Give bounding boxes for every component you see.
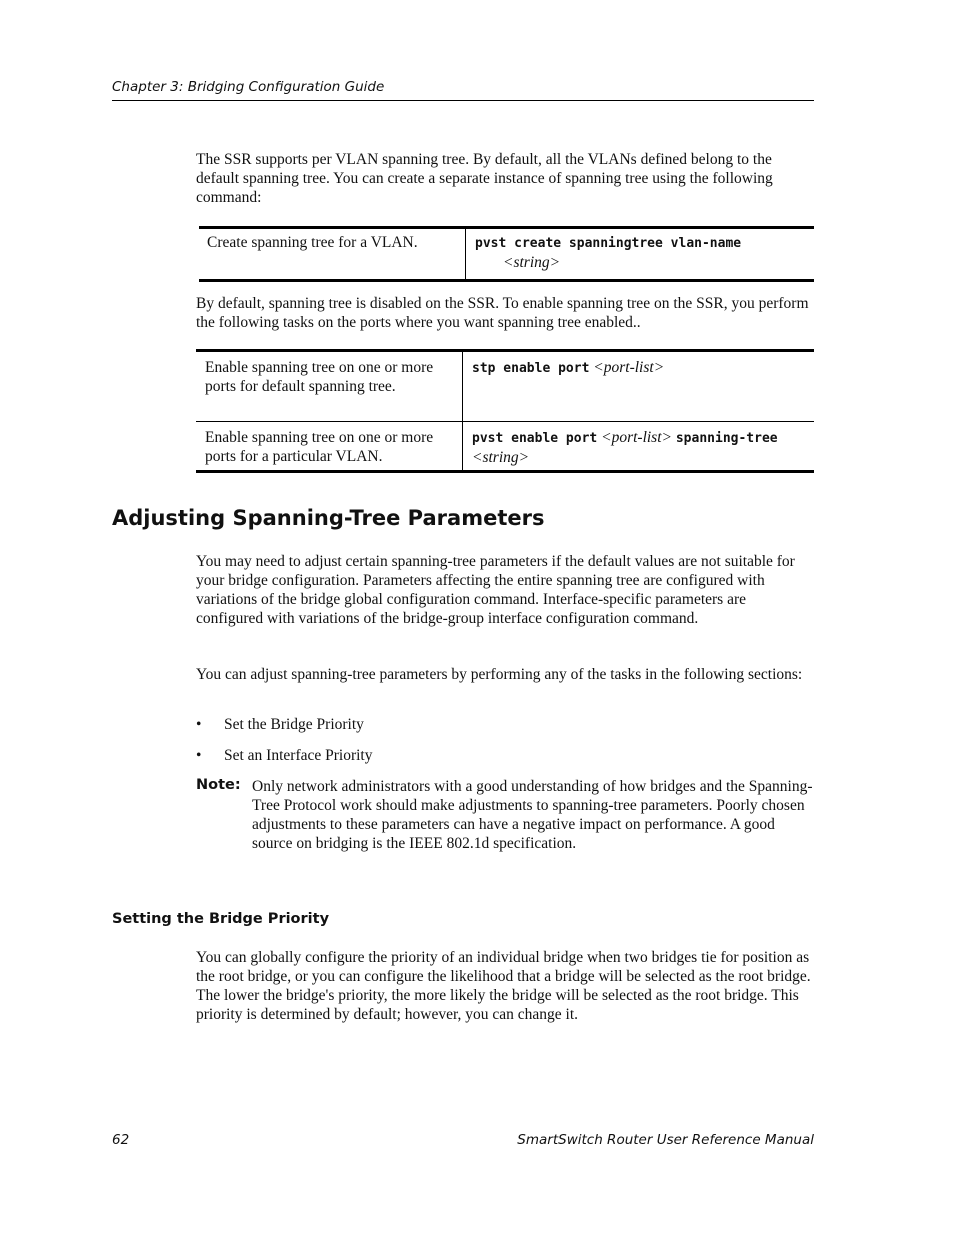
command-argument: <port-list> [601, 429, 672, 446]
subsection-heading: Setting the Bridge Priority [112, 911, 330, 927]
bullet-icon: • [196, 716, 202, 733]
command-table-enable [196, 349, 814, 473]
section-paragraph-2: You can adjust spanning-tree parameters by performing any of the tasks in the following sections: [196, 666, 803, 683]
command-cell [463, 422, 815, 472]
intro-paragraph-2: By default, spanning tree is disabled on the SSR. To enable spanning tree on the SSR, you perform the following tasks on the ports where you want spanning tree enabled.. [196, 295, 809, 331]
list-item-text: Set an Interface Priority [224, 747, 373, 764]
table-row [196, 351, 814, 422]
bullet-icon: • [196, 747, 202, 764]
note-text: Only network administrators with a good understanding of how bridges and the Spanning-Tree Protocol work should make adjustments to spanning-tree parameters. Poorly chosen adjustments to these parameters can have a negative impact on performance. A good source on bridging is the IEEE 802.1d specification. [252, 778, 813, 852]
subsection-paragraph-1: You can globally configure the priority of an individual bridge when two bridges tie for position as the root bridge, or you can configure the likelihood that a bridge will be selected as the root bridge. The lower the bridge's priority, the more likely the bridge will be selected as the root bridge. This priority is determined by default; however, you can change it. [196, 949, 811, 1023]
note-label: Note: [196, 777, 241, 793]
list-item-text: Set the Bridge Priority [224, 716, 364, 733]
command-code: pvst enable port [472, 431, 598, 446]
section-paragraph-1: You may need to adjust certain spanning-tree parameters if the default values are not suitable for your bridge configuration. Parameters affecting the entire spanning tree are configured with variations of the bridge global configuration command. Interface-specific parameters are configured with variations of the bridge-group interface configuration command. [196, 553, 795, 627]
page-number: 62 [112, 1132, 130, 1148]
command-argument: <port-list> [593, 359, 665, 376]
intro-paragraph-1: The SSR supports per VLAN spanning tree. By default, all the VLANs defined belong to the default spanning tree. You can create a separate instance of spanning tree using the following command: [196, 151, 773, 206]
footer-title: SmartSwitch Router User Reference Manual [517, 1132, 814, 1148]
command-cell [463, 351, 815, 422]
running-header: Chapter 3: Bridging Configuration Guide [112, 79, 385, 95]
command-code: pvst create spanningtree vlan-name [475, 236, 742, 251]
table-row [199, 228, 814, 281]
task-cell: Enable spanning tree on one or more ports for a particular VLAN. [196, 422, 463, 472]
task-cell: Enable spanning tree on one or more ports for default spanning tree. [205, 359, 434, 395]
section-heading: Adjusting Spanning-Tree Parameters [112, 506, 545, 530]
task-cell: Create spanning tree for a VLAN. [207, 234, 418, 251]
command-table-create [199, 226, 814, 282]
command-argument: <string> [503, 254, 561, 271]
command-argument-2: <string> [472, 449, 530, 466]
command-code-2: spanning-tree [675, 431, 778, 446]
table-row [196, 422, 814, 472]
command-code: stp enable port [472, 361, 590, 376]
command-cell [466, 228, 815, 281]
header-rule [112, 100, 814, 101]
